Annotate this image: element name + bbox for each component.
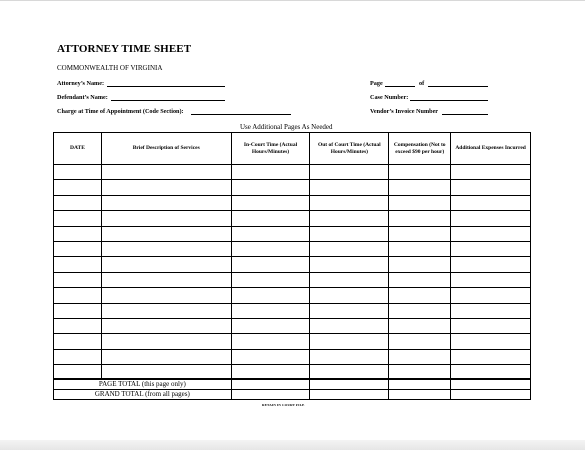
table-cell[interactable] — [101, 211, 231, 226]
table-cell[interactable] — [101, 318, 231, 333]
defendant-name-label: Defendant’s Name: — [57, 94, 108, 101]
table-cell[interactable] — [231, 288, 310, 303]
table-header-row — [54, 133, 531, 165]
table-cell[interactable] — [389, 334, 451, 349]
table-cell[interactable] — [101, 349, 231, 364]
table-cell[interactable] — [451, 226, 531, 241]
table-cell[interactable] — [451, 272, 531, 287]
table-cell[interactable] — [54, 180, 102, 195]
retain-in-court-file-note: RETAIN IN COURT FILE — [262, 403, 305, 407]
table-cell[interactable] — [389, 165, 451, 180]
vendor-invoice-line[interactable] — [442, 114, 488, 115]
page-total-cell[interactable] — [389, 379, 451, 390]
charge-label: Charge at Time of Appointment (Code Section): — [57, 108, 184, 115]
table-cell[interactable] — [310, 241, 389, 256]
table-cell[interactable] — [101, 272, 231, 287]
table-cell[interactable] — [310, 334, 389, 349]
table-cell[interactable] — [451, 241, 531, 256]
table-cell[interactable] — [54, 334, 102, 349]
page-total-cell[interactable] — [451, 379, 531, 390]
table-cell[interactable] — [389, 257, 451, 272]
table-cell[interactable] — [451, 257, 531, 272]
table-row — [54, 303, 531, 318]
table-cell[interactable] — [231, 303, 310, 318]
charge-line[interactable] — [191, 114, 291, 115]
table-row — [54, 288, 531, 303]
attorney-name-line[interactable] — [107, 86, 225, 87]
page-title: ATTORNEY TIME SHEET — [57, 43, 192, 55]
table-row — [54, 318, 531, 333]
totals-table — [53, 378, 531, 400]
page-number-line[interactable] — [385, 86, 415, 87]
case-number-label: Case Number: — [370, 94, 409, 101]
table-cell[interactable] — [389, 241, 451, 256]
table-cell[interactable] — [389, 211, 451, 226]
table-cell[interactable] — [54, 211, 102, 226]
table-cell[interactable] — [54, 288, 102, 303]
table-cell[interactable] — [231, 211, 310, 226]
table-cell[interactable] — [54, 318, 102, 333]
table-cell[interactable] — [231, 257, 310, 272]
col-date: DATE — [54, 133, 102, 165]
vendor-invoice-label: Vendor’s Invoice Number — [370, 108, 439, 115]
table-cell[interactable] — [101, 303, 231, 318]
jurisdiction-subtitle: COMMONWEALTH OF VIRGINIA — [57, 64, 163, 72]
table-cell[interactable] — [54, 257, 102, 272]
table-cell[interactable] — [101, 195, 231, 210]
table-row — [54, 257, 531, 272]
table-cell[interactable] — [310, 165, 389, 180]
table-cell[interactable] — [310, 257, 389, 272]
of-label: of — [419, 80, 425, 87]
col-additional-expenses: Additional Expenses Incurred — [451, 133, 531, 165]
table-cell[interactable] — [54, 349, 102, 364]
table-cell[interactable] — [310, 288, 389, 303]
page-bottom-shadow — [0, 440, 585, 450]
table-row — [54, 226, 531, 241]
table-cell[interactable] — [101, 334, 231, 349]
page-label: Page — [370, 80, 383, 87]
table-cell[interactable] — [451, 211, 531, 226]
table-cell[interactable] — [389, 226, 451, 241]
table-cell[interactable] — [451, 180, 531, 195]
table-cell[interactable] — [451, 195, 531, 210]
table-cell[interactable] — [389, 349, 451, 364]
table-cell[interactable] — [231, 165, 310, 180]
grand-total-cell[interactable] — [389, 389, 451, 400]
table-cell[interactable] — [310, 318, 389, 333]
table-cell[interactable] — [389, 318, 451, 333]
table-cell[interactable] — [451, 334, 531, 349]
table-cell[interactable] — [310, 180, 389, 195]
table-cell[interactable] — [231, 334, 310, 349]
table-cell[interactable] — [54, 272, 102, 287]
grand-total-label: GRAND TOTAL (from all pages) — [54, 389, 232, 400]
table-cell[interactable] — [310, 303, 389, 318]
page-total-cell[interactable] — [231, 379, 310, 390]
table-cell[interactable] — [389, 288, 451, 303]
table-cell[interactable] — [389, 180, 451, 195]
table-row — [54, 349, 531, 364]
table-cell[interactable] — [451, 288, 531, 303]
col-description: Brief Description of Services — [101, 133, 231, 165]
table-row — [54, 180, 531, 195]
grand-total-cell[interactable] — [231, 389, 310, 400]
table-body — [54, 165, 531, 380]
table-cell[interactable] — [451, 303, 531, 318]
table-cell[interactable] — [54, 241, 102, 256]
table-row — [54, 272, 531, 287]
page-top-edge — [0, 0, 585, 1]
table-cell[interactable] — [310, 226, 389, 241]
grand-total-row — [54, 389, 531, 400]
table-cell[interactable] — [389, 272, 451, 287]
table-cell[interactable] — [101, 241, 231, 256]
page-of-line[interactable] — [428, 86, 488, 87]
table-cell[interactable] — [231, 195, 310, 210]
table-cell[interactable] — [231, 180, 310, 195]
table-cell[interactable] — [389, 195, 451, 210]
page-total-label: PAGE TOTAL (this page only) — [54, 379, 232, 390]
col-compensation: Compensation (Not to exceed $90 per hour) — [389, 133, 451, 165]
table-cell[interactable] — [310, 272, 389, 287]
table-cell[interactable] — [310, 195, 389, 210]
table-cell[interactable] — [310, 211, 389, 226]
grand-total-cell[interactable] — [451, 389, 531, 400]
table-cell[interactable] — [54, 195, 102, 210]
attorney-name-label: Attorney’s Name: — [57, 80, 105, 87]
table-row — [54, 165, 531, 180]
table-cell[interactable] — [101, 226, 231, 241]
additional-pages-note: Use Additional Pages As Needed — [240, 123, 333, 131]
table-row — [54, 195, 531, 210]
table-cell[interactable] — [451, 318, 531, 333]
time-sheet-table — [53, 132, 531, 380]
table-cell[interactable] — [451, 349, 531, 364]
table-cell[interactable] — [54, 165, 102, 180]
table-row — [54, 334, 531, 349]
table-cell[interactable] — [310, 349, 389, 364]
table-cell[interactable] — [101, 180, 231, 195]
col-in-court-time: In-Court Time (Actual Hours/Minutes) — [231, 133, 310, 165]
table-cell[interactable] — [231, 318, 310, 333]
page-total-row — [54, 379, 531, 390]
table-cell[interactable] — [389, 303, 451, 318]
table-cell[interactable] — [101, 165, 231, 180]
table-cell[interactable] — [101, 288, 231, 303]
table-row — [54, 241, 531, 256]
page-total-cell[interactable] — [310, 379, 389, 390]
table-cell[interactable] — [231, 226, 310, 241]
table-cell[interactable] — [101, 257, 231, 272]
col-out-of-court-time: Out of Court Time (Actual Hours/Minutes) — [310, 133, 389, 165]
table-cell[interactable] — [54, 303, 102, 318]
grand-total-cell[interactable] — [310, 389, 389, 400]
table-row — [54, 211, 531, 226]
table-cell[interactable] — [54, 226, 102, 241]
table-cell[interactable] — [231, 349, 310, 364]
defendant-name-line[interactable] — [111, 100, 225, 101]
table-cell[interactable] — [451, 165, 531, 180]
case-number-line[interactable] — [410, 100, 488, 101]
table-cell[interactable] — [231, 272, 310, 287]
table-cell[interactable] — [231, 241, 310, 256]
